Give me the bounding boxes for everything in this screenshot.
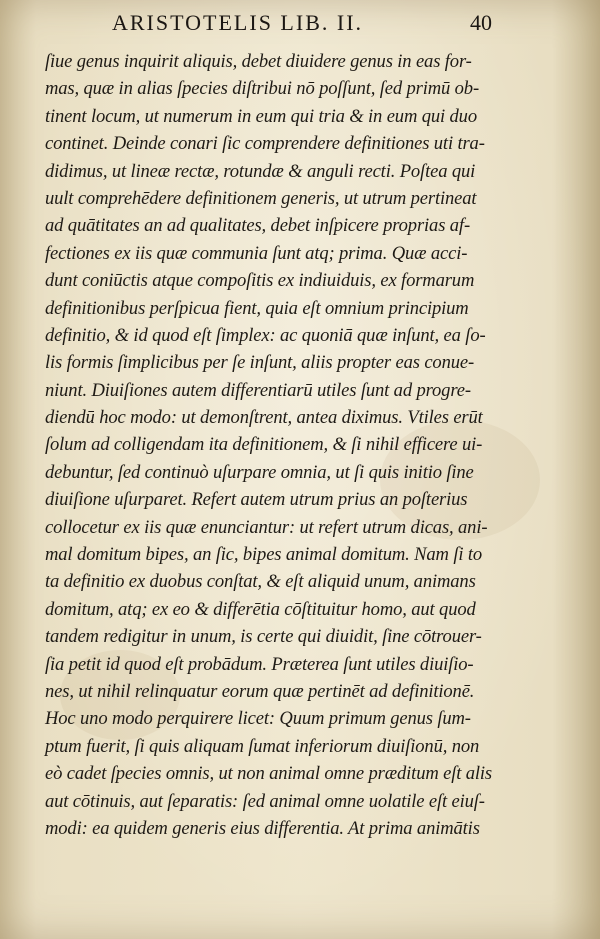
- text-line: modi: ea quidem generis eius differentia. At prima animātis: [45, 817, 480, 839]
- text-line: collocetur ex iis quæ enunciantur: ut refert utrum dicas, ani-: [45, 516, 488, 538]
- text-line: diendū hoc modo: ut demonſtrent, antea diximus. Vtiles erūt: [45, 407, 483, 429]
- text-line: tinent locum, ut numerum in eum qui tria & in eum qui duo: [45, 105, 477, 127]
- text-line: aut cōtinuis, aut ſeparatis: ſed animal omne uolatile eſt eiuſ-: [45, 790, 485, 812]
- text-line: niunt. Diuiſiones autem differentiarū utiles ſunt ad progre-: [45, 379, 471, 401]
- running-head: ARISTOTELIS LIB. II.: [112, 10, 364, 35]
- text-line: ta definitio ex duobus conſtat, & eſt aliquid unum, animans: [45, 571, 476, 593]
- text-line: didimus, ut lineæ rectæ, rotundæ & anguli recti. Poſtea qui: [45, 160, 476, 182]
- text-line: debuntur, ſed continuò uſurpare omnia, ut ſi quis initio ſine: [45, 461, 474, 483]
- text-line: ſia petit id quod eſt probādum. Præterea ſunt utiles diuiſio-: [45, 653, 474, 675]
- text-line: tandem redigitur in unum, is certe qui diuidit, ſine cōtrouer-: [45, 626, 482, 648]
- text-line: nes, ut nihil relinquatur eorum quæ pertinēt ad definitionē.: [45, 680, 475, 702]
- text-line: lis formis ſimplicibus per ſe inſunt, aliis propter eas conue-: [45, 352, 475, 374]
- text-line: dunt coniūctis atque compoſitis ex indiuiduis, ex formarum: [45, 270, 475, 292]
- text-line: uult comprehēdere definitionem generis, ut utrum pertineat: [45, 187, 477, 209]
- text-line: mas, quæ in alias ſpecies diſtribui nō poſſunt, ſed primū ob-: [45, 78, 479, 100]
- text-line: domitum, atq; ex eo & differētia cōſtituitur homo, aut quod: [45, 598, 476, 620]
- text-line: mal domitum bipes, an ſic, bipes animal domitum. Nam ſi to: [45, 544, 483, 566]
- text-line: ptum fuerit, ſi quis aliquam ſumat inferiorum diuiſionū, non: [45, 735, 480, 757]
- text-line: eò cadet ſpecies omnis, ut non animal omne præditum eſt alis: [45, 763, 493, 785]
- body-text: [45, 48, 510, 842]
- page-header: [112, 10, 492, 44]
- text-line: diuiſione uſurparet. Refert autem utrum prius an poſterius: [45, 489, 468, 511]
- text-line: definitio, & id quod eſt ſimplex: ac quoniā quæ inſunt, ea ſo-: [45, 324, 486, 346]
- text-line: definitionibus perſpicua fient, quia eſt omnium principium: [45, 297, 469, 319]
- page-number: 40: [470, 10, 492, 35]
- text-line: fectiones ex iis quæ communia ſunt atq; prima. Quæ acci-: [45, 242, 468, 264]
- text-line: Hoc uno modo perquirere licet: Quum primum genus ſum-: [45, 708, 471, 730]
- text-line: ſolum ad colligendam ita definitionem, & ſi nihil efficere ui-: [45, 434, 483, 456]
- text-line: ad quātitates an ad qualitates, debet inſpicere proprias af-: [45, 215, 470, 237]
- text-line: ſiue genus inquirit aliquis, debet diuidere genus in eas for-: [45, 51, 472, 72]
- text-line: continet. Deinde conari ſic comprendere definitiones uti tra-: [45, 133, 485, 155]
